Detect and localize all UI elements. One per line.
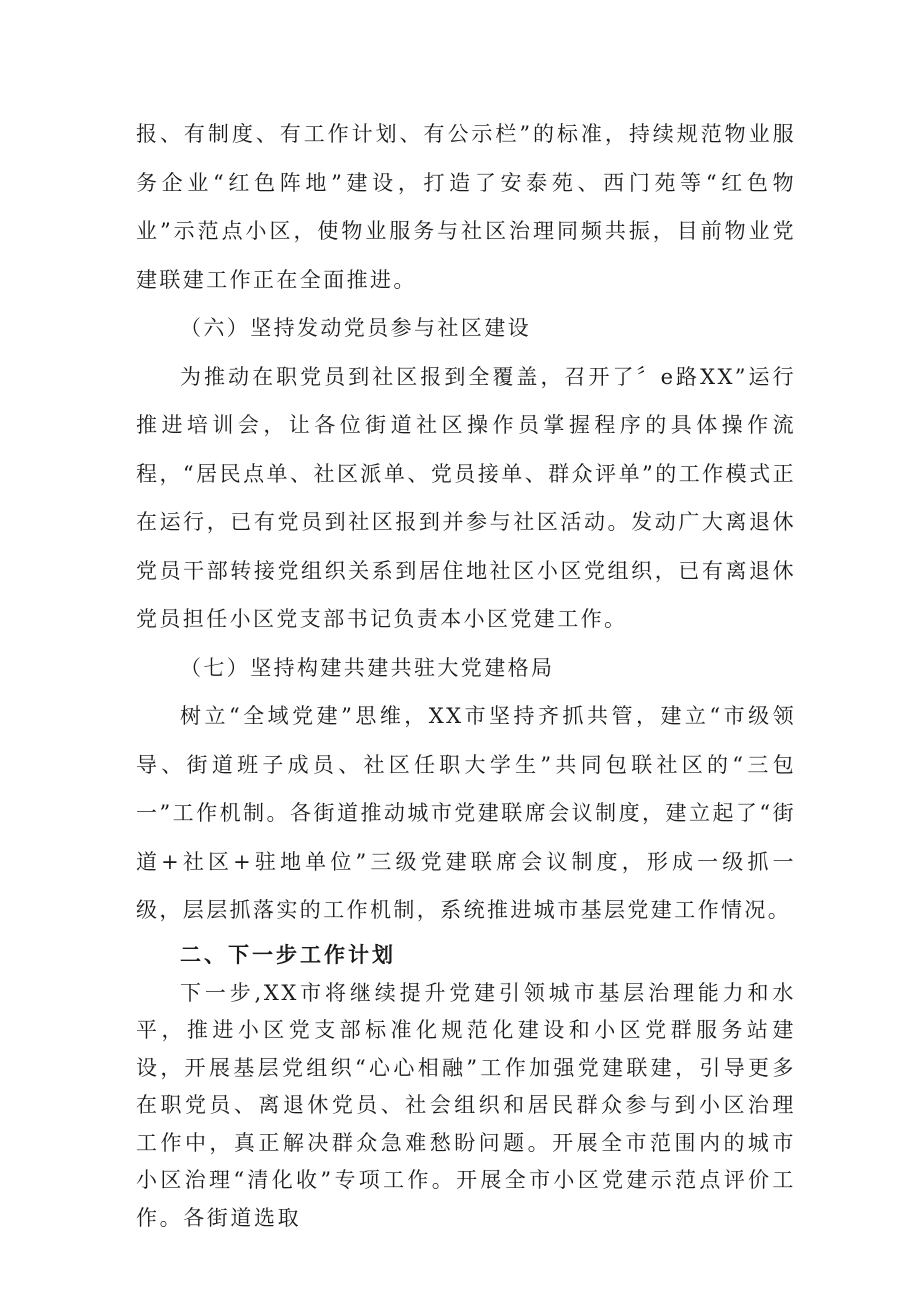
subheading-six: （六）坚持发动党员参与社区建设 bbox=[180, 316, 531, 340]
document-page bbox=[136, 110, 796, 1237]
paragraph-co-building: 树立“全域党建”思维，XX市坚持齐抓共管，建立“市级领导、街道班子成员、社区任职大学生”共同包联社区的“三包一”工作机制。各街道推动城市党建联席会议制度，建立起了“街道+社区+驻地单位”三级党建联席会议制度，形成一级抓一级，层层抓落实的工作机制，系统推进城市基层党建工作情况。 bbox=[136, 704, 796, 922]
subheading-seven: （七）坚持构建共建共驻大党建格局 bbox=[180, 655, 555, 680]
paragraph-next-steps: 下一步,XX市将继续提升党建引领城市基层治理能力和水平，推进小区党支部标准化规范化建设和小区党群服务站建设，开展基层党组织“心心相融”工作加强党建联建，引导更多在职党员、离退休党员、社会组织和居民群众参与到小区治理工作中，真正解决群众急难愁盼问题。开展全市范围内的城市小区治理“清化收”专项工作。开展全市小区党建示范点评价工作。各街道选取 bbox=[136, 980, 796, 1230]
paragraph-property-service: 报、有制度、有工作计划、有公示栏”的标准，持续规范物业服务企业“红色阵地”建设，打造了安泰苑、西门苑等“红色物业”示范点小区，使物业服务与社区治理同频共振，目前物业党建联建工作正在全面推进。 bbox=[136, 122, 796, 292]
paragraph-party-members: 为推动在职党员到社区报到全覆盖，召开了〞e路XX”运行推进培训会，让各位街道社区操作员掌握程序的具体操作流程，“居民点单、社区派单、党员接单、群众评单”的工作模式正在运行，已有党员到社区报到并参与社区活动。发动广大离退休党员干部转接党组织关系到居住地社区小区党组织，已有离退休党员担任小区党支部书记负责本小区党建工作。 bbox=[136, 364, 796, 631]
section-heading-next-plan: 二、下一步工作计划 bbox=[180, 942, 396, 967]
